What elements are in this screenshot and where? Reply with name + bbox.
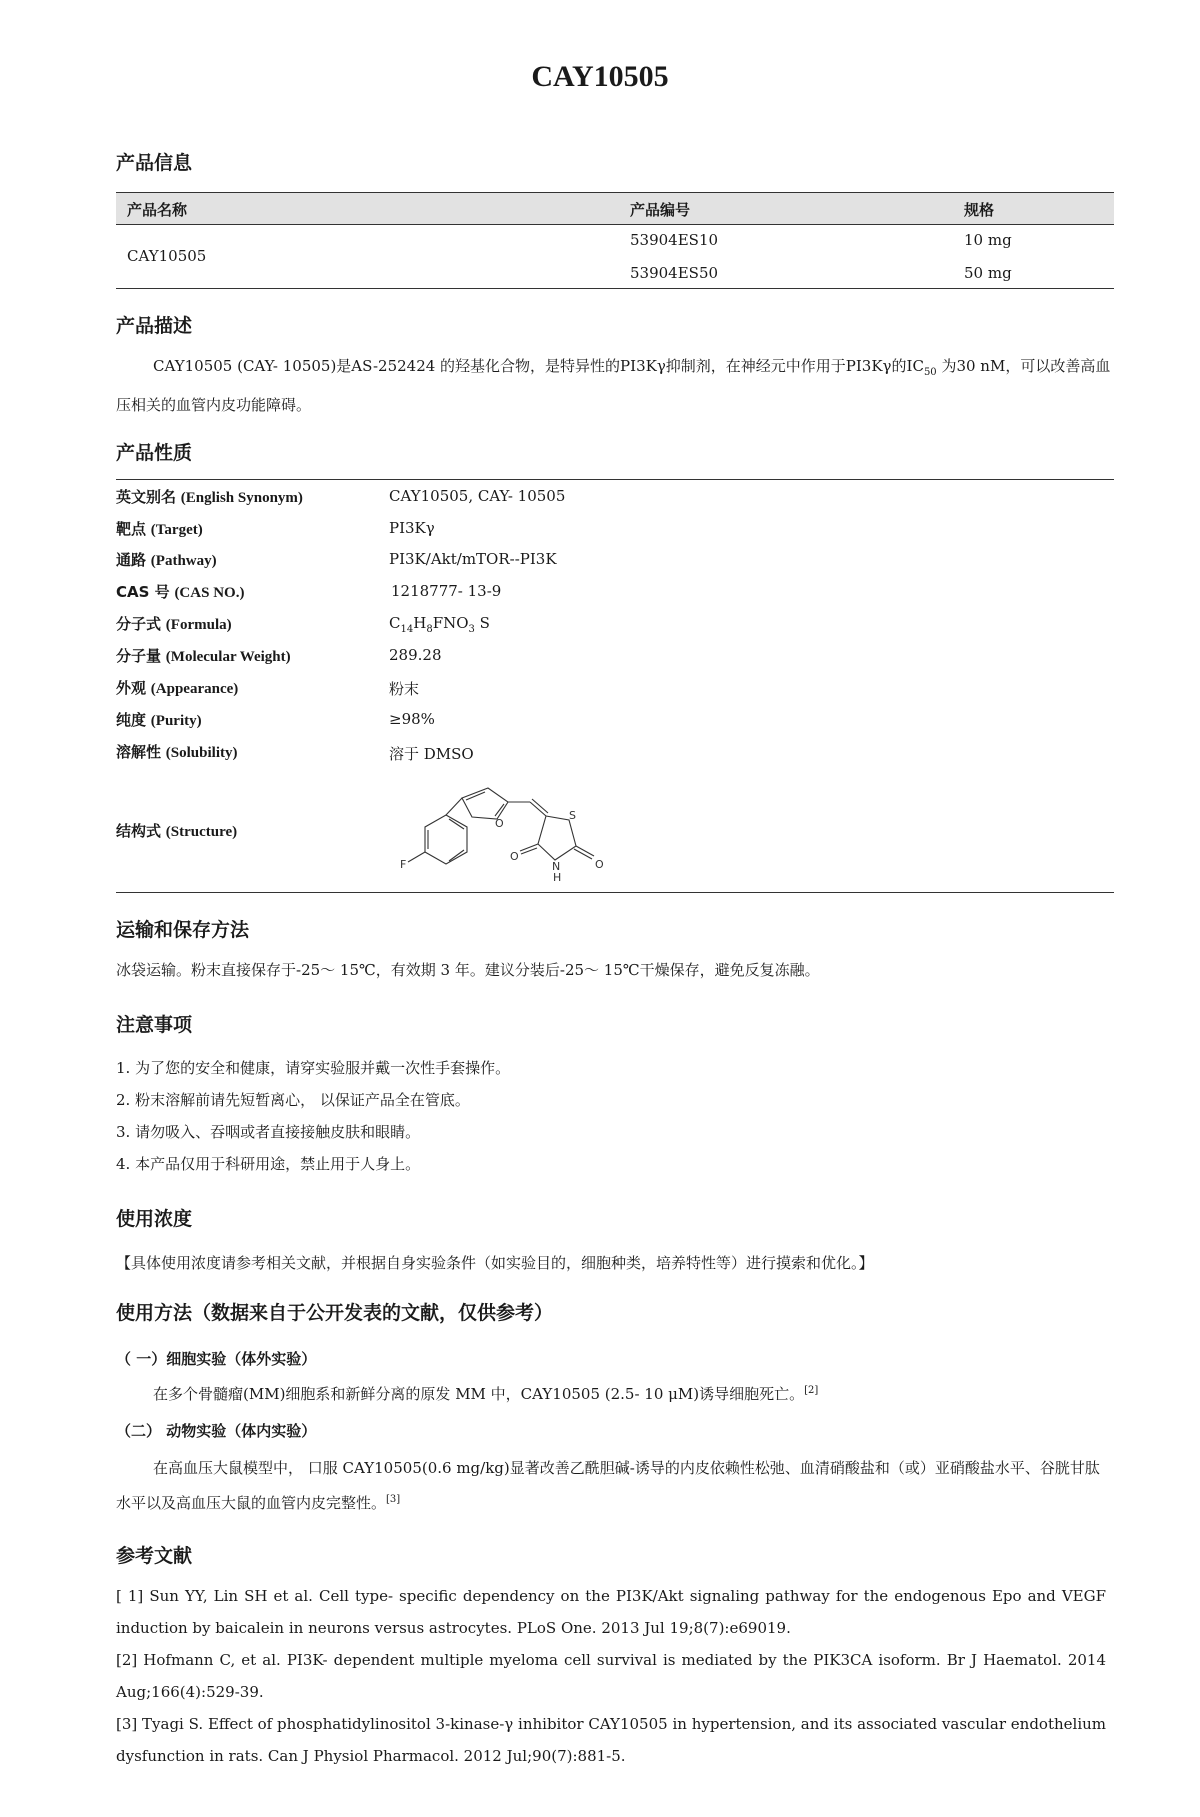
prop-label-structure [116, 820, 237, 841]
prop-value-solubility: 溶于 DMSO [389, 745, 474, 763]
prop-label-cn: 通路 [116, 551, 147, 569]
prop-label-cn: 分子量 [116, 647, 162, 665]
atom-o-furan: O [495, 817, 504, 830]
usage-heading: 使用方法（数据来自于公开发表的文献，仅供参考） [116, 1302, 554, 1324]
prop-label-cn: 英文别名 [116, 488, 177, 506]
formula-fno: FNO [432, 614, 469, 632]
storage-heading: 运输和保存方法 [116, 919, 250, 941]
prop-label [116, 581, 244, 602]
product-name-cell: CAY10505 [127, 247, 207, 265]
prop-label [116, 645, 291, 666]
prop-label-en: (English Synonym) [180, 490, 303, 506]
note-item: 2. 粉末溶解前请先短暂离心， 以保证产品全在管底。 [116, 1091, 470, 1109]
prop-label [116, 518, 203, 539]
animal-experiment-heading: （二） 动物实验（体内实验） [116, 1422, 317, 1440]
thiazolidinedione-ring [538, 816, 576, 860]
prop-value-pathway: PI3K/Akt/mTOR--PI3K [389, 550, 557, 568]
page-title: CAY10505 [531, 60, 669, 93]
product-table-header [116, 192, 1114, 225]
prop-label [116, 549, 217, 570]
prop-label-en: (Structure) [165, 824, 238, 840]
prop-label-cn: 靶点 [116, 520, 147, 538]
cell-experiment-text [116, 1375, 1114, 1410]
cell-experiment-ref: [2] [804, 1385, 819, 1396]
description-text-part2: 为30 nM，可以改善高血压相关的血管内皮功能障碍。 [116, 357, 1111, 414]
note-item: 1. 为了您的安全和健康，请穿实验服并戴一次性手套操作。 [116, 1059, 511, 1077]
prop-value-mw: 289.28 [389, 646, 442, 664]
note-item: 4. 本产品仅用于科研用途，禁止用于人身上。 [116, 1155, 421, 1173]
col-spec: 规格 [964, 201, 995, 219]
reference-item: [2] Hofmann C, et al. PI3K- dependent multiple myeloma cell survival is mediated by the PIK3CA isoform. Br J Haematol. 2014 Aug;166(4):529-39. [116, 1651, 1106, 1701]
description-heading: 产品描述 [116, 315, 193, 337]
prop-value-synonym: CAY10505, CAY- 10505 [389, 487, 566, 505]
note-item: 3. 请勿吸入、吞咽或者直接接触皮肤和眼睛。 [116, 1123, 421, 1141]
structure-diagram [380, 772, 640, 892]
table-bottom-rule [116, 288, 1114, 289]
benzene-ring [425, 815, 467, 864]
prop-value-target: PI3Kγ [389, 519, 435, 537]
formula-o-count: 3 [468, 624, 475, 635]
product-code-cell: 53904ES10 [630, 231, 719, 249]
atom-o2: O [595, 858, 604, 871]
cell-experiment-body: 在多个骨髓瘤(MM)细胞系和新鲜分离的原发 MM 中，CAY10505 (2.5- 10 μM)诱导细胞死亡。 [153, 1385, 805, 1403]
references-heading: 参考文献 [116, 1545, 193, 1567]
properties-top-rule [116, 479, 1114, 480]
prop-label [116, 677, 238, 698]
prop-label-en: (Purity) [150, 713, 202, 729]
atom-o1: O [510, 850, 519, 863]
atom-n: N [552, 860, 561, 873]
atom-f: F [400, 858, 407, 871]
notes-heading: 注意事项 [116, 1014, 193, 1036]
prop-label-cn: 外观 [116, 679, 147, 697]
spec-cell: 10 mg [964, 231, 1012, 249]
prop-label-en: (CAS NO.) [174, 585, 245, 601]
furan-ring [462, 788, 508, 819]
prop-label-en: (Solubility) [165, 745, 238, 761]
animal-experiment-body: 在高血压大鼠模型中， 口服 CAY10505(0.6 mg/kg)显著改善乙酰胆碱-诱导的内皮依赖性松弛、血清硝酸盐和（或）亚硝酸盐水平、谷胱甘肽水平以及高血压大鼠的血管内皮完整性。 [116, 1459, 1100, 1512]
animal-experiment-ref: [3] [386, 1494, 401, 1505]
prop-label-en: (Formula) [165, 617, 232, 633]
product-code-cell: 53904ES50 [630, 264, 719, 282]
description-text-part1: CAY10505 (CAY- 10505)是AS-252424 的羟基化合物，是特异性的PI3Kγ抑制剂，在神经元中作用于PI3Kγ的IC [153, 357, 924, 375]
prop-label-cn: CAS 号 [116, 583, 170, 601]
col-product-name: 产品名称 [127, 201, 188, 219]
prop-value-purity: ≥98% [389, 710, 435, 728]
atom-s: S [569, 809, 576, 822]
prop-label-cn: 溶解性 [116, 743, 162, 761]
prop-label-en: (Pathway) [150, 553, 217, 569]
formula-h-count: 8 [426, 624, 433, 635]
properties-heading: 产品性质 [116, 442, 193, 464]
animal-experiment-text [116, 1452, 1114, 1519]
prop-label-cn: 纯度 [116, 711, 147, 729]
prop-label [116, 709, 202, 730]
prop-label-en: (Target) [150, 522, 203, 538]
prop-value-appearance: 粉末 [389, 680, 420, 698]
col-product-code: 产品编号 [630, 201, 691, 219]
prop-value-formula [389, 614, 490, 635]
storage-text: 冰袋运输。粉末直接保存于-25～ 15℃，有效期 3 年。建议分装后-25～ 15℃干燥保存，避免反复冻融。 [116, 961, 820, 979]
formula-c: C [389, 614, 401, 632]
prop-label [116, 741, 237, 762]
concentration-heading: 使用浓度 [116, 1208, 193, 1230]
reference-item: [ 1] Sun YY, Lin SH et al. Cell type- specific dependency on the PI3K/Akt signaling pathway for the endogenous Epo and VEGF induction by baicalein in neurons versus astrocytes. PLoS One. 2013 Jul 19;8(7):e69019. [116, 1587, 1106, 1637]
formula-h: H [413, 614, 427, 632]
prop-label-cn: 结构式 [116, 822, 162, 840]
formula-s: S [474, 614, 490, 632]
prop-value-cas: 1218777- 13-9 [391, 582, 502, 600]
description-text [116, 350, 1114, 421]
atom-h: H [553, 871, 562, 884]
product-info-heading: 产品信息 [116, 152, 193, 174]
prop-label-en: (Appearance) [150, 681, 239, 697]
prop-label [116, 486, 303, 507]
prop-label-cn: 分子式 [116, 615, 162, 633]
concentration-text: 【具体使用浓度请参考相关文献，并根据自身实验条件（如实验目的，细胞种类，培养特性等）进行摸索和优化。】 [116, 1254, 874, 1272]
cell-experiment-heading: （ 一）细胞实验（体外实验） [116, 1350, 317, 1368]
prop-label [116, 613, 232, 634]
reference-item: [3] Tyagi S. Effect of phosphatidylinositol 3-kinase-γ inhibitor CAY10505 in hypertension, and its associated vascular endothelium dysfunction in rats. Can J Physiol Pharmacol. 2012 Jul;90(7):881-5. [116, 1715, 1106, 1765]
ic50-subscript: 50 [923, 367, 937, 378]
formula-c-count: 14 [400, 624, 414, 635]
prop-label-en: (Molecular Weight) [165, 649, 291, 665]
spec-cell: 50 mg [964, 264, 1012, 282]
properties-bottom-rule [116, 892, 1114, 893]
